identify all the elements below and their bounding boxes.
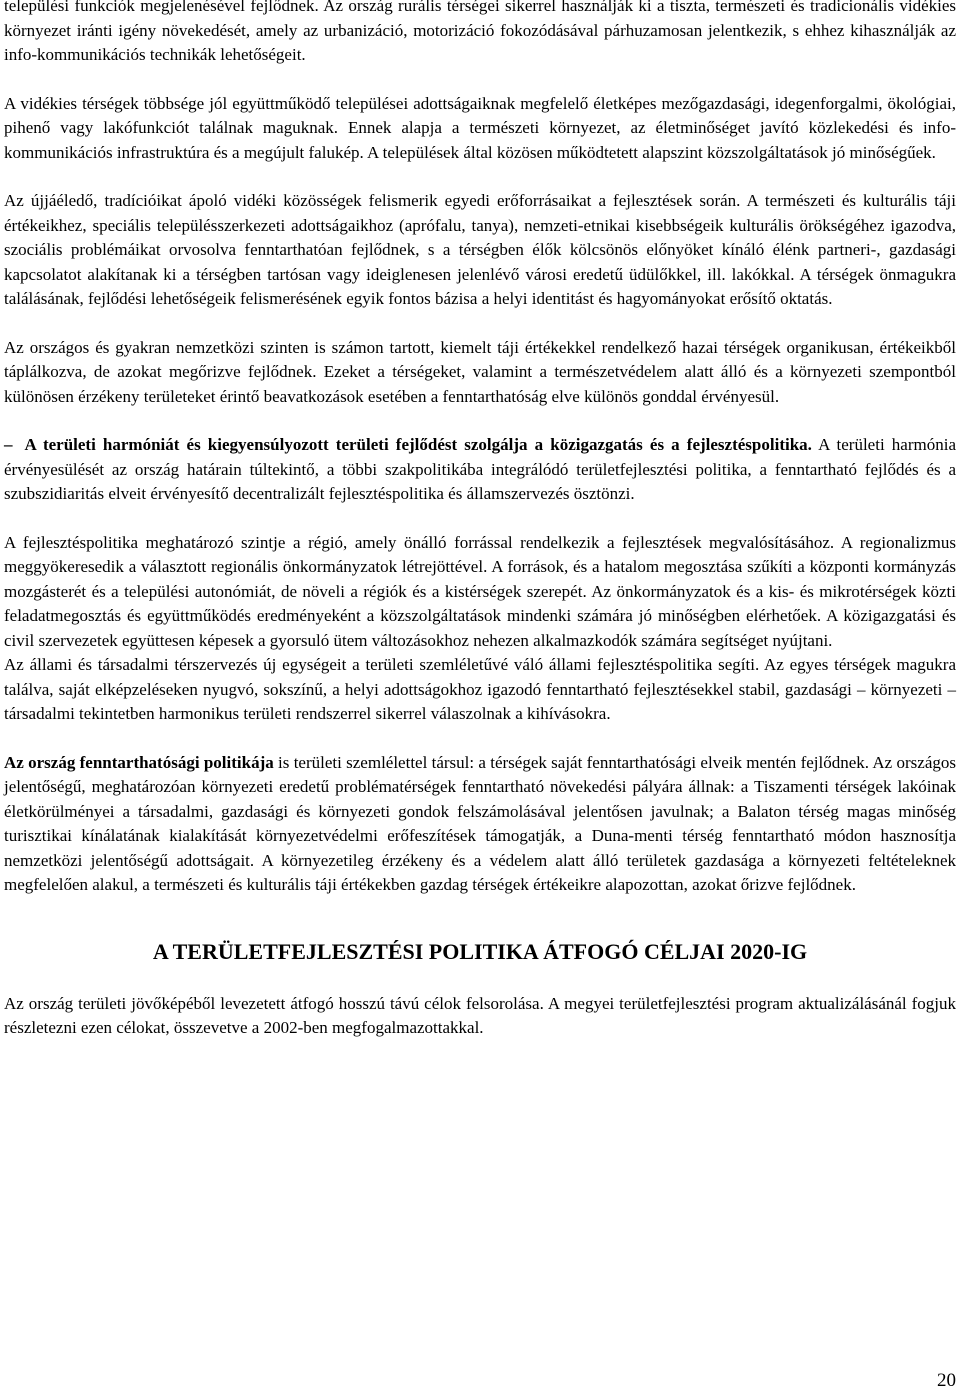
paragraph-communities: Az újjáéledő, tradícióikat ápoló vidéki közösségek felismerik egyedi erőforrásaikat a fejlesztések során. A természeti és kulturális táji értékeikhez, speciális településszerkezeti adottságaikhoz (aprófalu, tanya), nemzeti-etnikai kisebbségeik kulturális örökségéhez igazodva, szociális problémáikat orvosolva fenntarthatóan fejlődnek, s a térségben élők kölcsönös előnyöket kínáló élénk partneri-, gazdasági kapcsolatot alakítanak ki a térségben tartósan vagy ideiglenesen jelenlévő városi eredetű üdülőkkel, ill. lakókkal. A térségek önmagukra találásának, fejlődési lehetőségeik felismerésének egyik fontos bázisa a helyi identitást és hagyományokat erősítő oktatás.: [4, 191, 956, 308]
paragraph-protected-regions: Az országos és gyakran nemzetközi szinten is számon tartott, kiemelt táji értékekkel rendelkező hazai térségek organikusan, értékeikből táplálkozva, de azokat megőrizve fejlődnek. Ezeket a térségeket, valamint a természetvédelem alatt álló és a környezeti szempontból különösen érzékeny területeket érintő beavatkozások esetében a fenntarthatóság elve különös gonddal érvényesül.: [4, 337, 956, 406]
paragraph-sustainability-policy: [4, 751, 956, 898]
paragraph-development-policy: A fejlesztéspolitika meghatározó szintje a régió, amely önálló forrással rendelkezik a fejlesztések megvalósításához. A regionalizmus meggyökeresedik a választott regionális önkormányzatok létrejöttével. A források, és a hatalom megosztása szűkíti a központi kormányzás mozgásterét és a települési autonómiát, de növeli a régiók és a kistérségek szerepét. Az önkormányzatok és a kis- és mikrotérségek közti feladatmegosztás és együttműködés eredményeként a közszolgáltatások mindenki számára jó minőségben elérhetőek. A közigazgatási és civil szervezetek együttesen képesek a gyorsuló ütem változásokhoz nehezen alkalmazkodók számára segítséget nyújtani.: [4, 532, 956, 650]
list-dash: –: [4, 435, 13, 454]
page-number: 20: [937, 1370, 956, 1391]
paragraph-sustainability-text: is területi szemlélettel társul: a térségek saját fenntarthatósági elveik mentén fejlődnek. Az országos jelentőségű, meghatározóan környezeti eredetű problématérségek fenntartható növekedési pályára állnak: a Tiszamenti térségek lakóinak életkörülményei a társadalmi, gazdasági és környezeti gondok felszámolásával jelentősen javulnak; a Balaton térség magas minőség turisztikai kínálatának kialakítását környezetvédelmi erőfeszítések támogatják, a Duna-menti térség fenntartható módon hasznosítja nemzetközi jelentőségű adottságait. A környezetileg érzékeny és a védelem alatt álló területek gazdasága a környezeti feltételeknek megfelelően alakul, a természeti és kulturális táji értékekben gazdag térségek értékeikre alapozottan, azokat őrizve fejlődnek.: [4, 752, 956, 894]
paragraph-territorial-harmony: [4, 433, 956, 507]
paragraph-overall-goals: Az ország területi jövőképéből levezetett átfogó hosszú távú célok felsorolása. A megyei területfejlesztési program aktualizálásánál fogjuk részletezni ezen célokat, összevetve a 2002-ben megfogalmazottakkal.: [4, 993, 956, 1037]
paragraph-spatial-organisation: Az állami és társadalmi térszervezés új egységeit a területi szemléletűvé váló állami fejlesztéspolitika segíti. Az egyes térségek magukra találva, saját elképzeléseken nyugvó, sokszínű, a helyi adottságokhoz igazodó fenntartható fejlesztésekkel stabil, gazdasági – környezeti – társadalmi tekintetben harmonikus területi rendszerrel sikerrel válaszolnak a kihívásokra.: [4, 655, 956, 723]
paragraph-harmony-text: A területi harmónia érvényesülését az ország határain túltekintő, a többi szakpolitikába integrálódó területfejlesztési politika, a fenntartható fejlődés és a szubszidiaritás elveit érvényesítő decentralizált fejlesztéspolitika és államszervezés ösztönzi.: [4, 435, 956, 503]
document-page: [4, 0, 956, 1041]
paragraph-rural-regions: A vidékies térségek többsége jól együttműködő települései adottságaiknak megfelelő életképes mezőgazdasági, idegenforgalmi, ökológiai, pihenő vagy lakófunkciót találnak maguknak. Ennek alapja a természeti környezet, az életminőséget javító közlekedési és info-kommunikációs infrastruktúra és a megújult falukép. A települések által közösen működtetett alapszint közszolgáltatások jó minőségűek.: [4, 93, 956, 162]
bold-lead-harmony: A területi harmóniát és kiegyensúlyozott területi fejlődést szolgálja a közigazgatás és a fejlesztéspolitika.: [24, 435, 812, 454]
bold-lead-sustainability: Az ország fenntarthatósági politikája: [4, 752, 274, 772]
paragraph-rural-functions: települési funkciók megjelenésével fejlődnek. Az ország rurális térségei sikerrel használják ki a tiszta, természeti és tradicionális vidékies környezet iránti igény növekedését, amely az urbanizáció, motorizáció fokozódásával párhuzamosan jelentkezik, s ehhez kihasználják az info-kommunikációs technikák lehetőségeit.: [4, 0, 956, 64]
section-heading: A TERÜLETFEJLESZTÉSI POLITIKA ÁTFOGÓ CÉLJAI 2020-IG: [152, 938, 808, 964]
